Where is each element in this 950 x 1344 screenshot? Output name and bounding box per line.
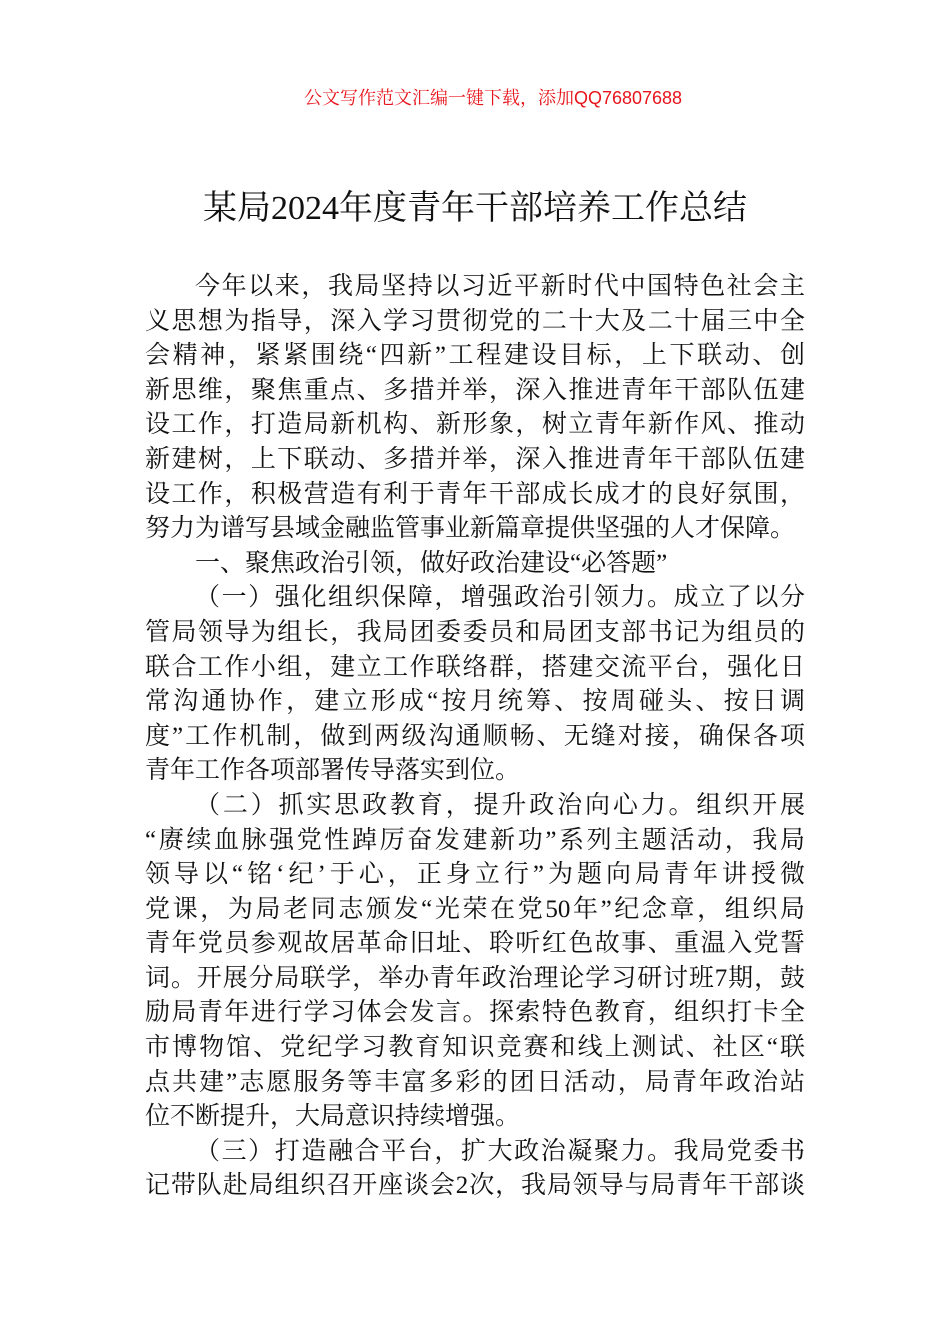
text-line: （三）打造融合平台，扩大政治凝聚力。我局党委书 [195, 1137, 805, 1165]
text-line: 领导以“铭‘纪’于心，正身立行”为题向局青年讲授微 [145, 861, 805, 889]
text-line: 设工作，打造局新机构、新形象，树立青年新作风、推动 [145, 411, 805, 439]
text-line: 常沟通协作，建立形成“按月统筹、按周碰头、按日调 [145, 688, 805, 716]
paragraph [145, 1135, 805, 1204]
document-title: 某局2024年度青年干部培养工作总结 [203, 190, 747, 227]
document-body [145, 270, 805, 1204]
text-line: 联合工作小组，建立工作联络群，搭建交流平台，强化日 [145, 653, 805, 681]
text-line: 词。开展分局联学，举办青年政治理论学习研讨班7期，鼓 [145, 964, 805, 992]
text-line: 设工作，积极营造有利于青年干部成长成才的良好氛围， [145, 480, 805, 508]
text-line: 励局青年进行学习体会发言。探索特色教育，组织打卡全 [145, 999, 805, 1027]
text-line: 义思想为指导，深入学习贯彻党的二十大及二十届三中全 [145, 307, 805, 335]
section-heading [145, 547, 805, 582]
text-line: 位不断提升，大局意识持续增强。 [145, 1103, 521, 1131]
text-line: 新思维，聚焦重点、多措并举，深入推进青年干部队伍建 [145, 376, 805, 404]
text-line: 管局领导为组长，我局团委委员和局团支部书记为组员的 [145, 618, 805, 646]
text-line: 努力为谱写县域金融监管事业新篇章提供坚强的人才保障。 [145, 515, 796, 543]
text-line: （二）抓实思政教育，提升政治向心力。组织开展 [195, 791, 805, 819]
text-line: 会精神，紧紧围绕“四新”工程建设目标，上下联动、创 [145, 342, 805, 370]
text-line: （一）强化组织保障，增强政治引领力。成立了以分 [195, 584, 805, 612]
text-line: 今年以来，我局坚持以习近平新时代中国特色社会主 [195, 273, 805, 300]
text-line: 一、聚焦政治引领，做好政治建设“必答题” [195, 549, 668, 577]
text-line: 青年党员参观故居革命旧址、聆听红色故事、重温入党誓 [145, 930, 805, 958]
paragraph [145, 789, 805, 1135]
text-line: 青年工作各项部署传导落实到位。 [145, 757, 521, 785]
text-line: 度”工作机制，做到两级沟通顺畅、无缝对接，确保各项 [145, 722, 805, 750]
download-banner: 公文写作范文汇编一键下载，添加QQ76807688 [303, 88, 683, 108]
text-line: 点共建”志愿服务等丰富多彩的团日活动，局青年政治站 [145, 1068, 805, 1096]
text-line: 市博物馆、党纪学习教育知识竞赛和线上测试、社区“联 [145, 1034, 805, 1062]
paragraph [145, 270, 805, 547]
text-line: 记带队赴局组织召开座谈会2次，我局领导与局青年干部谈 [145, 1172, 805, 1200]
paragraph [145, 581, 805, 789]
text-line: “赓续血脉强党性踔厉奋发建新功”系列主题活动，我局 [145, 826, 805, 854]
text-line: 新建树，上下联动、多措并举，深入推进青年干部队伍建 [145, 445, 805, 473]
text-line: 党课，为局老同志颁发“光荣在党50年”纪念章，组织局 [145, 895, 805, 923]
